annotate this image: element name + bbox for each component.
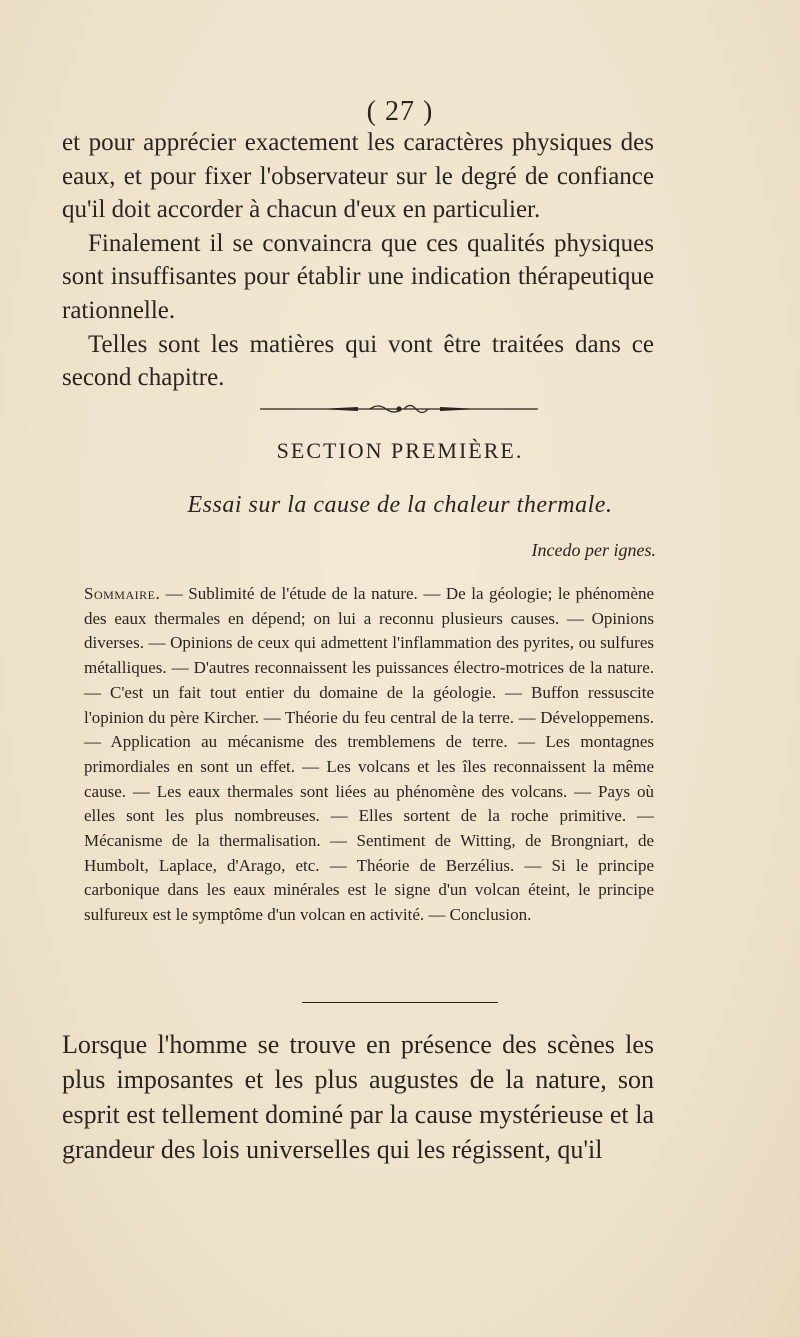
section-title: SECTION PREMIÈRE. bbox=[276, 438, 524, 463]
closing-paragraph: Lorsque l'homme se trouve en présence des scènes les plus imposantes et les plus augustes de la nature, son esprit est tellement dominé par la cause mystérieuse et la grandeur des lois universelles qui les régissent, qu'il bbox=[62, 1030, 654, 1164]
intro-paragraph-3: Telles sont les matières qui vont être traitées dans ce second chapitre. bbox=[62, 330, 654, 392]
intro-paragraph-2: Finalement il se convaincra que ces qualités physiques sont insuffisantes pour établir une indication thérapeutique rationnelle. bbox=[62, 229, 654, 324]
intro-text bbox=[62, 126, 654, 395]
page-number: ( 27 ) bbox=[366, 96, 434, 127]
summary-block bbox=[84, 582, 654, 928]
closing-text bbox=[62, 1027, 654, 1167]
summary-text: — Sublimité de l'étude de la nature. — De la géologie; le phénomène des eaux thermales en dépend; on lui a reconnu plusieurs causes. — Opinions diverses. — Opinions de ceux qui admettent l'inflammation des pyrites, ou sulfures métalliques. — D'autres reconnaissent les puissances électro-motrices de la nature. — C'est un fait tout entier du domaine de la géologie. — Buffon ressuscite l'opinion du père Kircher. — Théorie du feu central de la terre. — Développemens. — Application au mécanisme des tremblemens de terre. — Les montagnes primordiales en sont un effet. — Les volcans et les îles reconnaissent la même cause. — Les eaux thermales sont liées au phénomène des volcans. — Pays où elles sont les plus nombreuses. — Elles sortent de la roche primitive. — Mécanisme de la thermalisation. — Sentiment de Witting, de Brongniart, de Humbolt, Laplace, d'Arago, etc. — Théorie de Berzélius. — Si le principe carbonique dans les eaux minérales est le signe d'un volcan éteint, le principe sulfureux est le symptôme d'un volcan en activité. — Conclusion. bbox=[84, 584, 654, 925]
ornamental-divider bbox=[258, 400, 540, 416]
horizontal-rule bbox=[302, 1002, 498, 1003]
intro-paragraph-1: et pour apprécier exactement les caractères physiques des eaux, et pour fixer l'observateur sur le degré de confiance qu'il doit accorder à chacun d'eux en particulier. bbox=[62, 129, 654, 224]
summary-label: Sommaire. bbox=[84, 584, 161, 603]
epigraph: Incedo per ignes. bbox=[531, 540, 656, 560]
essay-title: Essai sur la cause de la chaleur thermale. bbox=[187, 492, 613, 518]
